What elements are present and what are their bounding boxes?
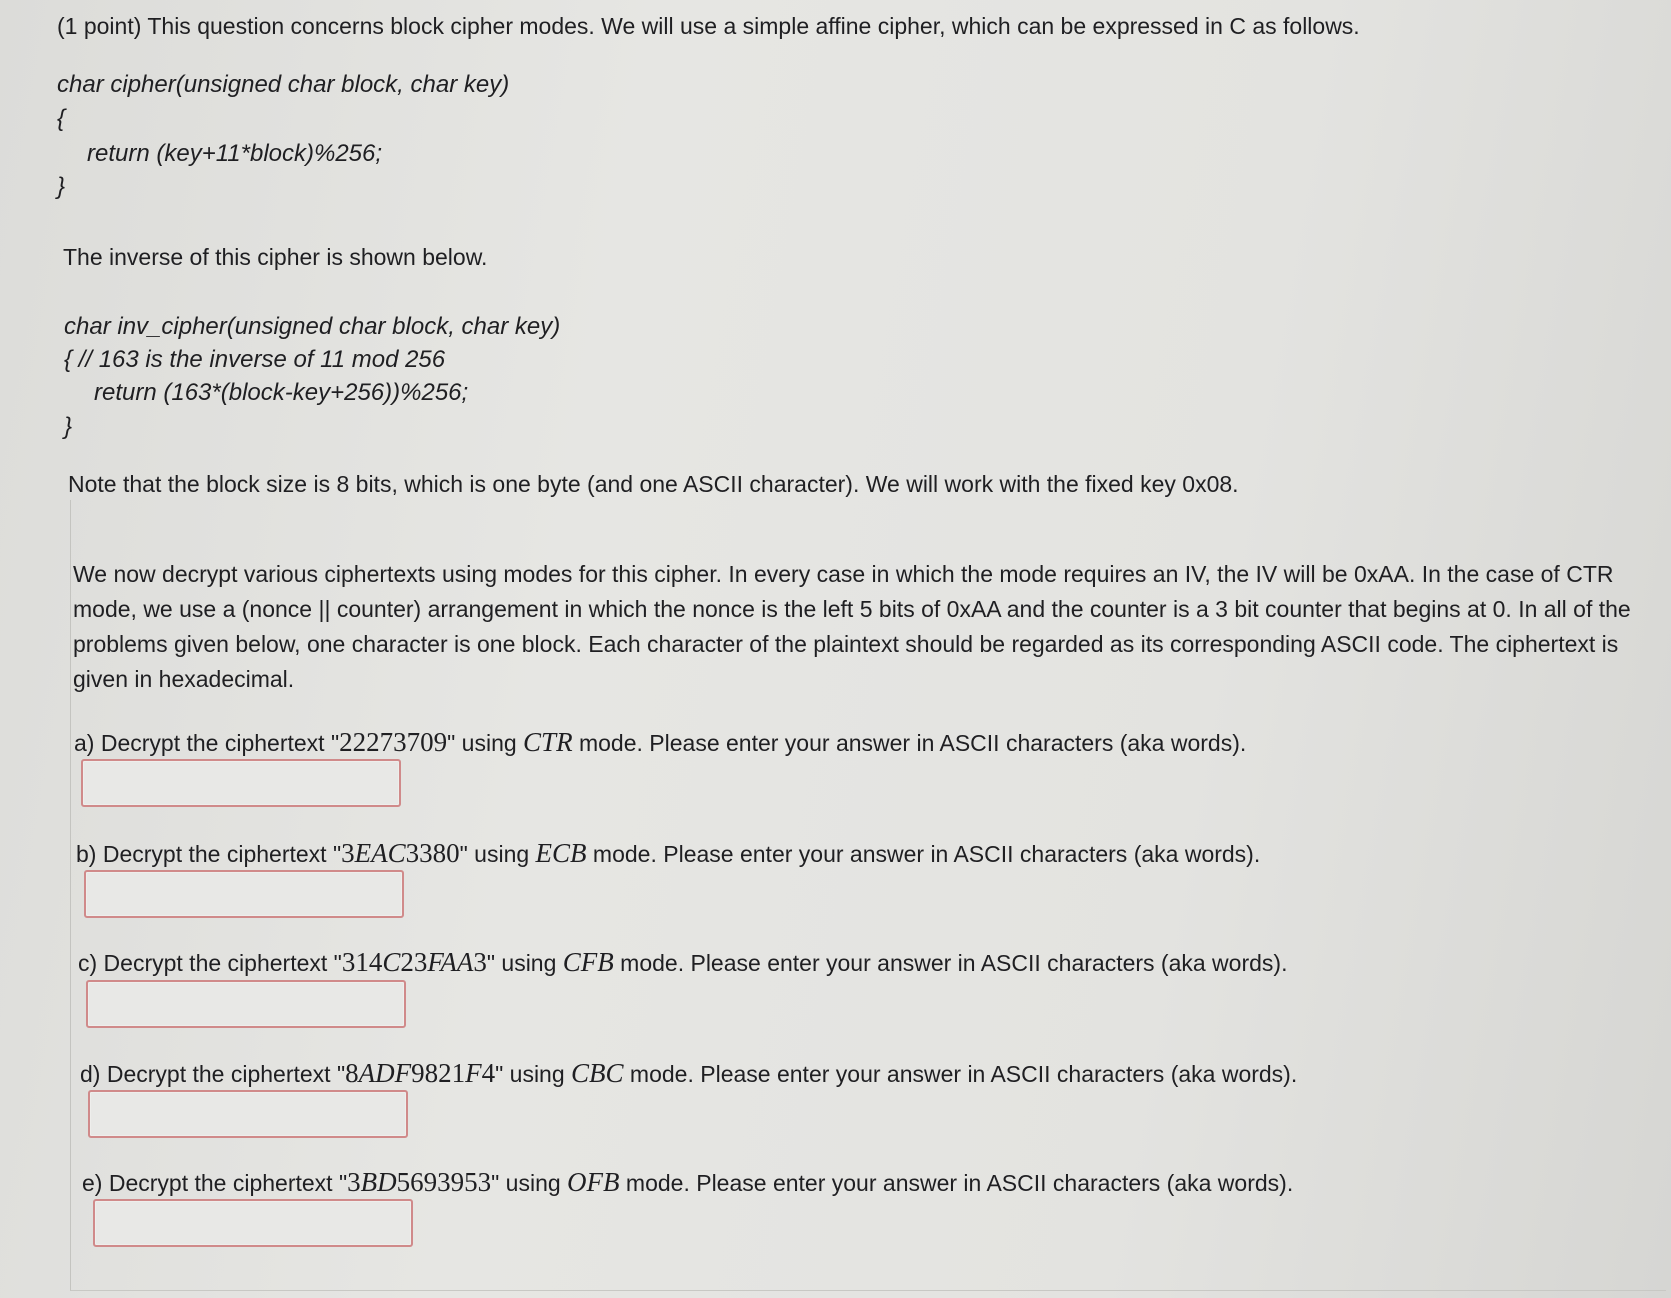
question-d-mode: CBC: [571, 1058, 624, 1088]
question-b-suffix: mode. Please enter your answer in ASCII characters (aka words).: [586, 841, 1261, 867]
ciphertext-part: C: [382, 947, 401, 977]
question-b-middle: " using: [459, 841, 536, 867]
question-c-suffix: mode. Please enter your answer in ASCII characters (aka words).: [613, 950, 1288, 976]
ciphertext-part: 23: [400, 947, 428, 977]
question-e-middle: " using: [491, 1170, 568, 1196]
instructions-paragraph: We now decrypt various ciphertexts using modes for this cipher. In every case in which the mode requires an IV, the IV will be 0xAA. In the case of CTR mode, we use a (nonce || counter) arrangement in which the nonce is the left 5 bits of 0xAA and the counter is a 3 bit counter that begins at 0. In all of the problems given below, one character is one block. Each character of the plaintext should be regarded as its corresponding ASCII code. The ciphertext is given in hexadecimal.: [73, 561, 1631, 692]
ciphertext-part: 22273709: [339, 727, 448, 757]
question-b-prefix: b) Decrypt the ciphertext ": [76, 841, 342, 867]
inverse-signature: char inv_cipher(unsigned char block, char key): [64, 313, 561, 340]
question-e-suffix: mode. Please enter your answer in ASCII characters (aka words).: [619, 1170, 1294, 1196]
ciphertext-part: 3: [341, 838, 355, 868]
ciphertext-part: 9821: [411, 1058, 466, 1088]
ciphertext-part: 5693953: [396, 1167, 492, 1197]
question-c-middle: " using: [486, 950, 563, 976]
question-c-ciphertext: [341, 947, 487, 977]
question-d: [80, 1056, 1297, 1091]
question-a-middle: " using: [447, 730, 524, 756]
question-e-mode: OFB: [567, 1167, 620, 1197]
cipher-body: return (key+11*block)%256;: [87, 140, 383, 167]
ciphertext-part: FAA: [427, 947, 474, 977]
cipher-close-brace: }: [57, 173, 66, 200]
answer-d-input[interactable]: [88, 1090, 408, 1138]
question-c-prefix: c) Decrypt the ciphertext ": [78, 950, 342, 976]
answer-a-input[interactable]: [81, 759, 401, 807]
inverse-intro: The inverse of this cipher is shown below.: [63, 244, 488, 270]
question-e-ciphertext: [347, 1167, 492, 1197]
ciphertext-part: 3: [473, 947, 487, 977]
question-a-suffix: mode. Please enter your answer in ASCII characters (aka words).: [572, 730, 1247, 756]
question-a-prefix: a) Decrypt the ciphertext ": [74, 730, 340, 756]
answer-b-input[interactable]: [84, 870, 404, 918]
ciphertext-part: 8: [345, 1058, 359, 1088]
question-b-ciphertext: [341, 838, 460, 868]
answer-c-input[interactable]: [86, 980, 406, 1028]
ciphertext-part: 4: [481, 1058, 496, 1088]
question-intro: (1 point) This question concerns block cipher modes. We will use a simple affine cipher, which can be expressed in C as follows.: [57, 13, 1360, 39]
question-d-ciphertext: [345, 1058, 496, 1088]
question-e: [82, 1165, 1293, 1200]
ciphertext-part: BD: [360, 1167, 397, 1197]
ciphertext-part: 314: [341, 947, 383, 977]
ciphertext-part: ADF: [358, 1058, 412, 1088]
inverse-close-brace: }: [64, 413, 73, 440]
ciphertext-part: 3: [347, 1167, 361, 1197]
block-size-note: Note that the block size is 8 bits, which is one byte (and one ASCII character). We will work with the fixed key 0x08.: [68, 471, 1239, 497]
question-c: [78, 945, 1287, 980]
question-a-mode: CTR: [523, 727, 573, 757]
question-e-prefix: e) Decrypt the ciphertext ": [82, 1170, 348, 1196]
cipher-signature: char cipher(unsigned char block, char key): [57, 71, 510, 98]
inverse-body: return (163*(block-key+256))%256;: [94, 379, 469, 406]
question-d-middle: " using: [495, 1061, 572, 1087]
question-b-mode: ECB: [535, 838, 587, 868]
question-a-ciphertext: [339, 727, 448, 757]
cipher-open-brace: {: [57, 105, 66, 132]
ciphertext-part: 3380: [405, 838, 460, 868]
question-d-prefix: d) Decrypt the ciphertext ": [80, 1061, 346, 1087]
ciphertext-part: EAC: [354, 838, 406, 868]
question-b: [76, 836, 1260, 871]
answer-e-input[interactable]: [93, 1199, 413, 1247]
question-c-mode: CFB: [562, 947, 614, 977]
question-a: [74, 725, 1246, 760]
ciphertext-part: F: [465, 1058, 482, 1088]
question-d-suffix: mode. Please enter your answer in ASCII characters (aka words).: [623, 1061, 1298, 1087]
inverse-open-brace-comment: { // 163 is the inverse of 11 mod 256: [64, 346, 446, 373]
